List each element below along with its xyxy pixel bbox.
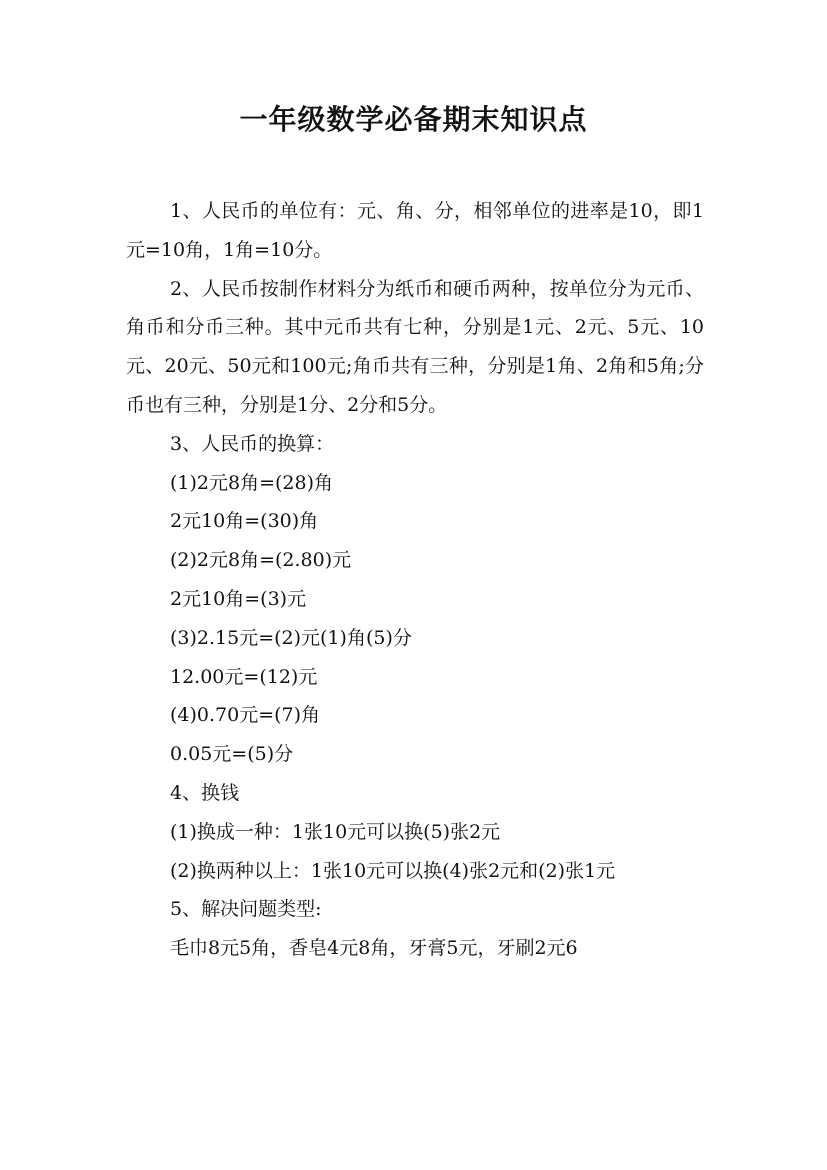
paragraph-exchange-2: (2)换两种以上：1张10元可以换(4)张2元和(2)张1元 bbox=[170, 859, 616, 882]
paragraph-conversion-2b: 2元10角=(3)元 bbox=[170, 587, 307, 610]
paragraph-problem-heading: 5、解决问题类型: bbox=[170, 898, 322, 921]
paragraph-conversion-3b: 12.00元=(12)元 bbox=[170, 665, 318, 688]
paragraph-currency-types: 2、人民币按制作材料分为纸币和硬币两种，按单位分为元币、角币和分币三种。其中元币共有七种，分别是1元、2元、5元、10元、20元、50元和100元;角币共有三种，分别是1角、2角和5角;分币也有三种，分别是1分、2分和5分。 bbox=[126, 277, 704, 416]
paragraph-exchange-1: (1)换成一种：1张10元可以换(5)张2元 bbox=[170, 820, 501, 843]
paragraph-exchange-heading: 4、换钱 bbox=[170, 781, 240, 804]
paragraph-conversion-4: (4)0.70元=(7)角 bbox=[170, 704, 321, 727]
paragraph-conversion-2: (2)2元8角=(2.80)元 bbox=[170, 549, 352, 572]
document-body bbox=[126, 192, 704, 968]
paragraph-currency-units: 1、人民币的单位有：元、角、分，相邻单位的进率是10，即1元=10角，1角=10分。 bbox=[126, 200, 704, 261]
paragraph-conversion-3: (3)2.15元=(2)元(1)角(5)分 bbox=[170, 626, 412, 649]
paragraph-conversion-1b: 2元10角=(30)角 bbox=[170, 510, 319, 533]
paragraph-conversion-4b: 0.05元=(5)分 bbox=[170, 743, 294, 766]
paragraph-conversion-1: (1)2元8角=(28)角 bbox=[170, 471, 334, 494]
paragraph-problem-text: 毛巾8元5角，香皂4元8角，牙膏5元，牙刷2元6 bbox=[170, 937, 578, 960]
paragraph-conversion-heading: 3、人民币的换算： bbox=[170, 432, 335, 455]
page-title: 一年级数学必备期末知识点 bbox=[239, 103, 588, 136]
